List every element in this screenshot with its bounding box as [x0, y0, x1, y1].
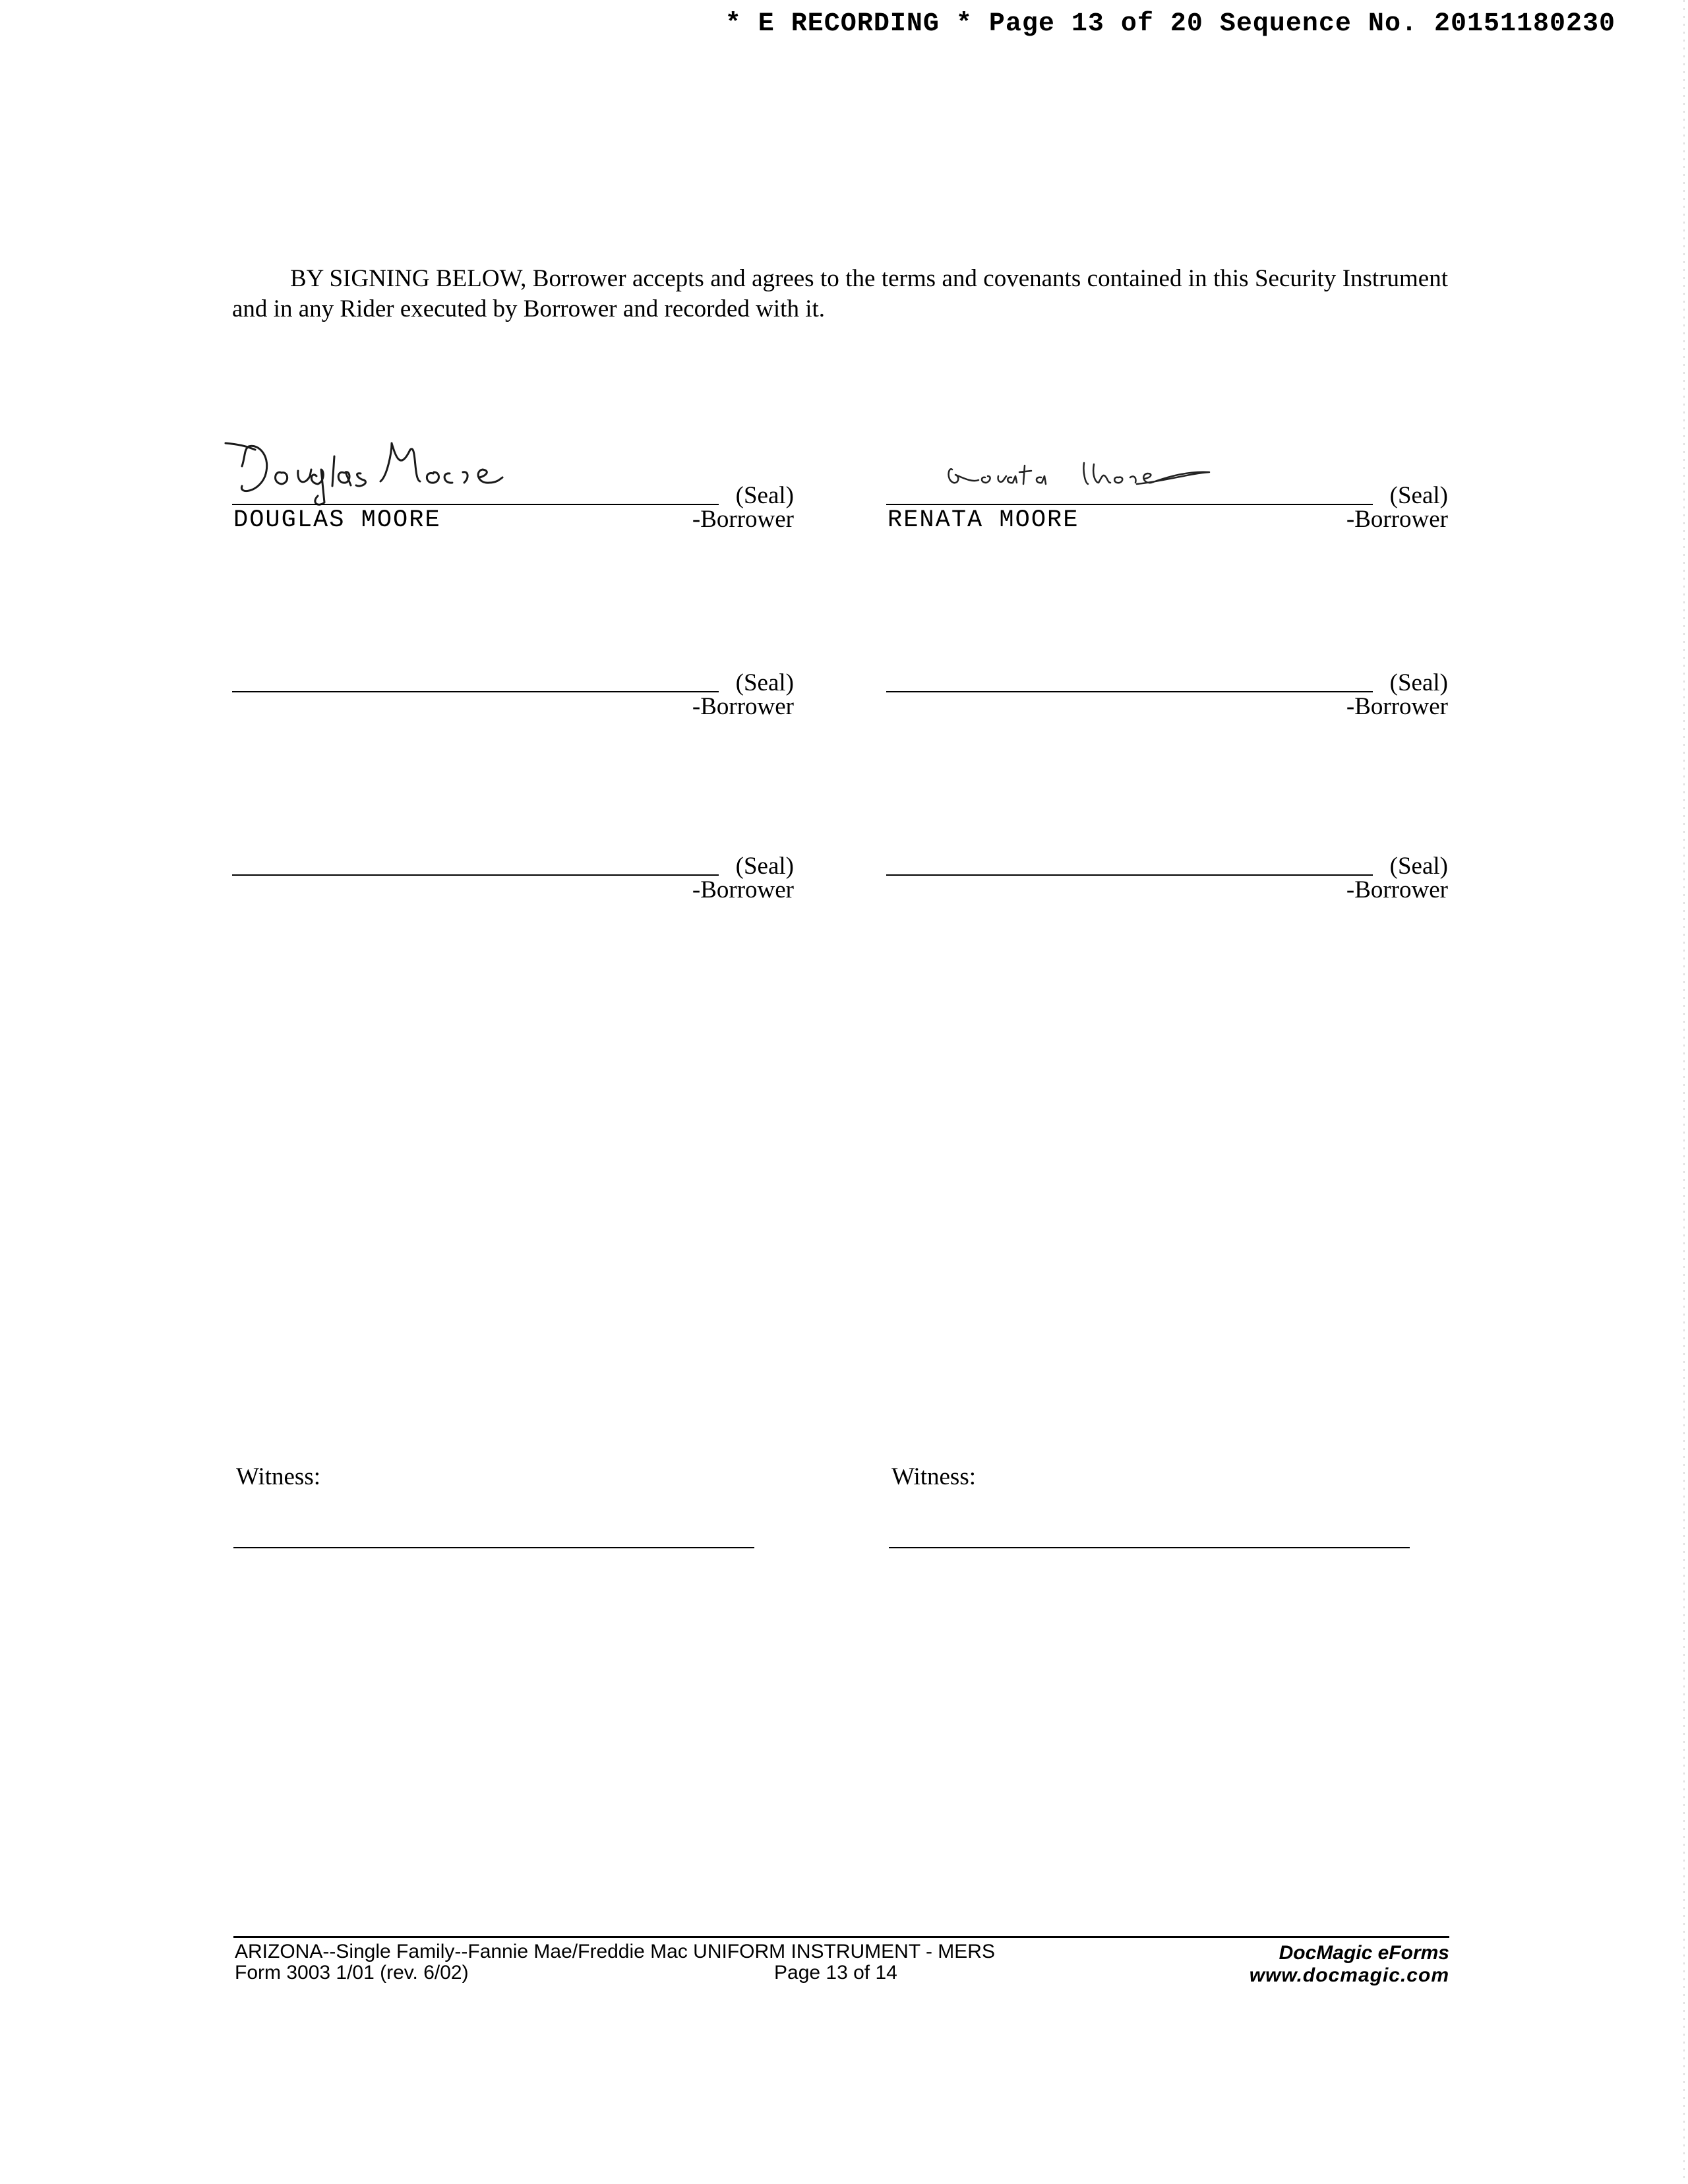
- borrower-label: -Borrower: [692, 693, 794, 720]
- signature-renata-moore: [913, 430, 1255, 509]
- seal-label: (Seal): [1389, 669, 1448, 696]
- borrower-label: -Borrower: [1346, 693, 1448, 720]
- scan-edge-marks: [1668, 0, 1688, 2184]
- seal-label: (Seal): [735, 482, 794, 509]
- borrower-label: -Borrower: [692, 506, 794, 533]
- borrower-label: -Borrower: [1346, 876, 1448, 903]
- witness-block-left: [233, 1463, 754, 1562]
- witness-label: Witness:: [236, 1463, 321, 1490]
- signer-name: RENATA MOORE: [888, 506, 1079, 534]
- borrower-label: -Borrower: [1346, 506, 1448, 533]
- signature-line: [232, 691, 719, 692]
- seal-label: (Seal): [735, 853, 794, 880]
- signature-line: [886, 691, 1373, 692]
- form-title: ARIZONA--Single Family--Fannie Mae/Freddie Mac UNIFORM INSTRUMENT - MERS: [235, 1941, 995, 1962]
- witness-block-right: [889, 1463, 1410, 1562]
- form-number: Form 3003 1/01 (rev. 6/02): [235, 1962, 469, 1984]
- signature-block-renata-moore: [886, 462, 1448, 541]
- seal-label: (Seal): [1389, 853, 1448, 880]
- signature-line: [886, 504, 1373, 505]
- borrower-label: -Borrower: [692, 876, 794, 903]
- page-number: Page 13 of 14: [774, 1962, 897, 1984]
- signature-line: [232, 504, 719, 505]
- signature-block-blank: [232, 832, 794, 911]
- signature-block-blank: [886, 832, 1448, 911]
- seal-label: (Seal): [1389, 482, 1448, 509]
- docmagic-brand: DocMagic eForms: [1279, 1942, 1449, 1964]
- witness-signature-line: [233, 1547, 754, 1548]
- signature-douglas-moore: [219, 430, 562, 509]
- recording-header: * E RECORDING * Page 13 of 20 Sequence No. 20151180230: [725, 9, 1615, 39]
- signer-name: DOUGLAS MOORE: [233, 506, 441, 534]
- signature-intro-paragraph: BY SIGNING BELOW, Borrower accepts and agrees to the terms and covenants contained in this Security Instrument and in any Rider executed by Borrower and recorded with it.: [232, 265, 1448, 322]
- witness-label: Witness:: [891, 1463, 977, 1490]
- signature-line: [232, 874, 719, 876]
- form-footer: [233, 1936, 1449, 1991]
- signature-block-blank: [886, 649, 1448, 728]
- signature-block-blank: [232, 649, 794, 728]
- seal-label: (Seal): [735, 669, 794, 696]
- docmagic-website: www.docmagic.com: [1249, 1964, 1449, 1986]
- signature-block-douglas-moore: [232, 462, 794, 541]
- signature-line: [886, 874, 1373, 876]
- witness-signature-line: [889, 1547, 1410, 1548]
